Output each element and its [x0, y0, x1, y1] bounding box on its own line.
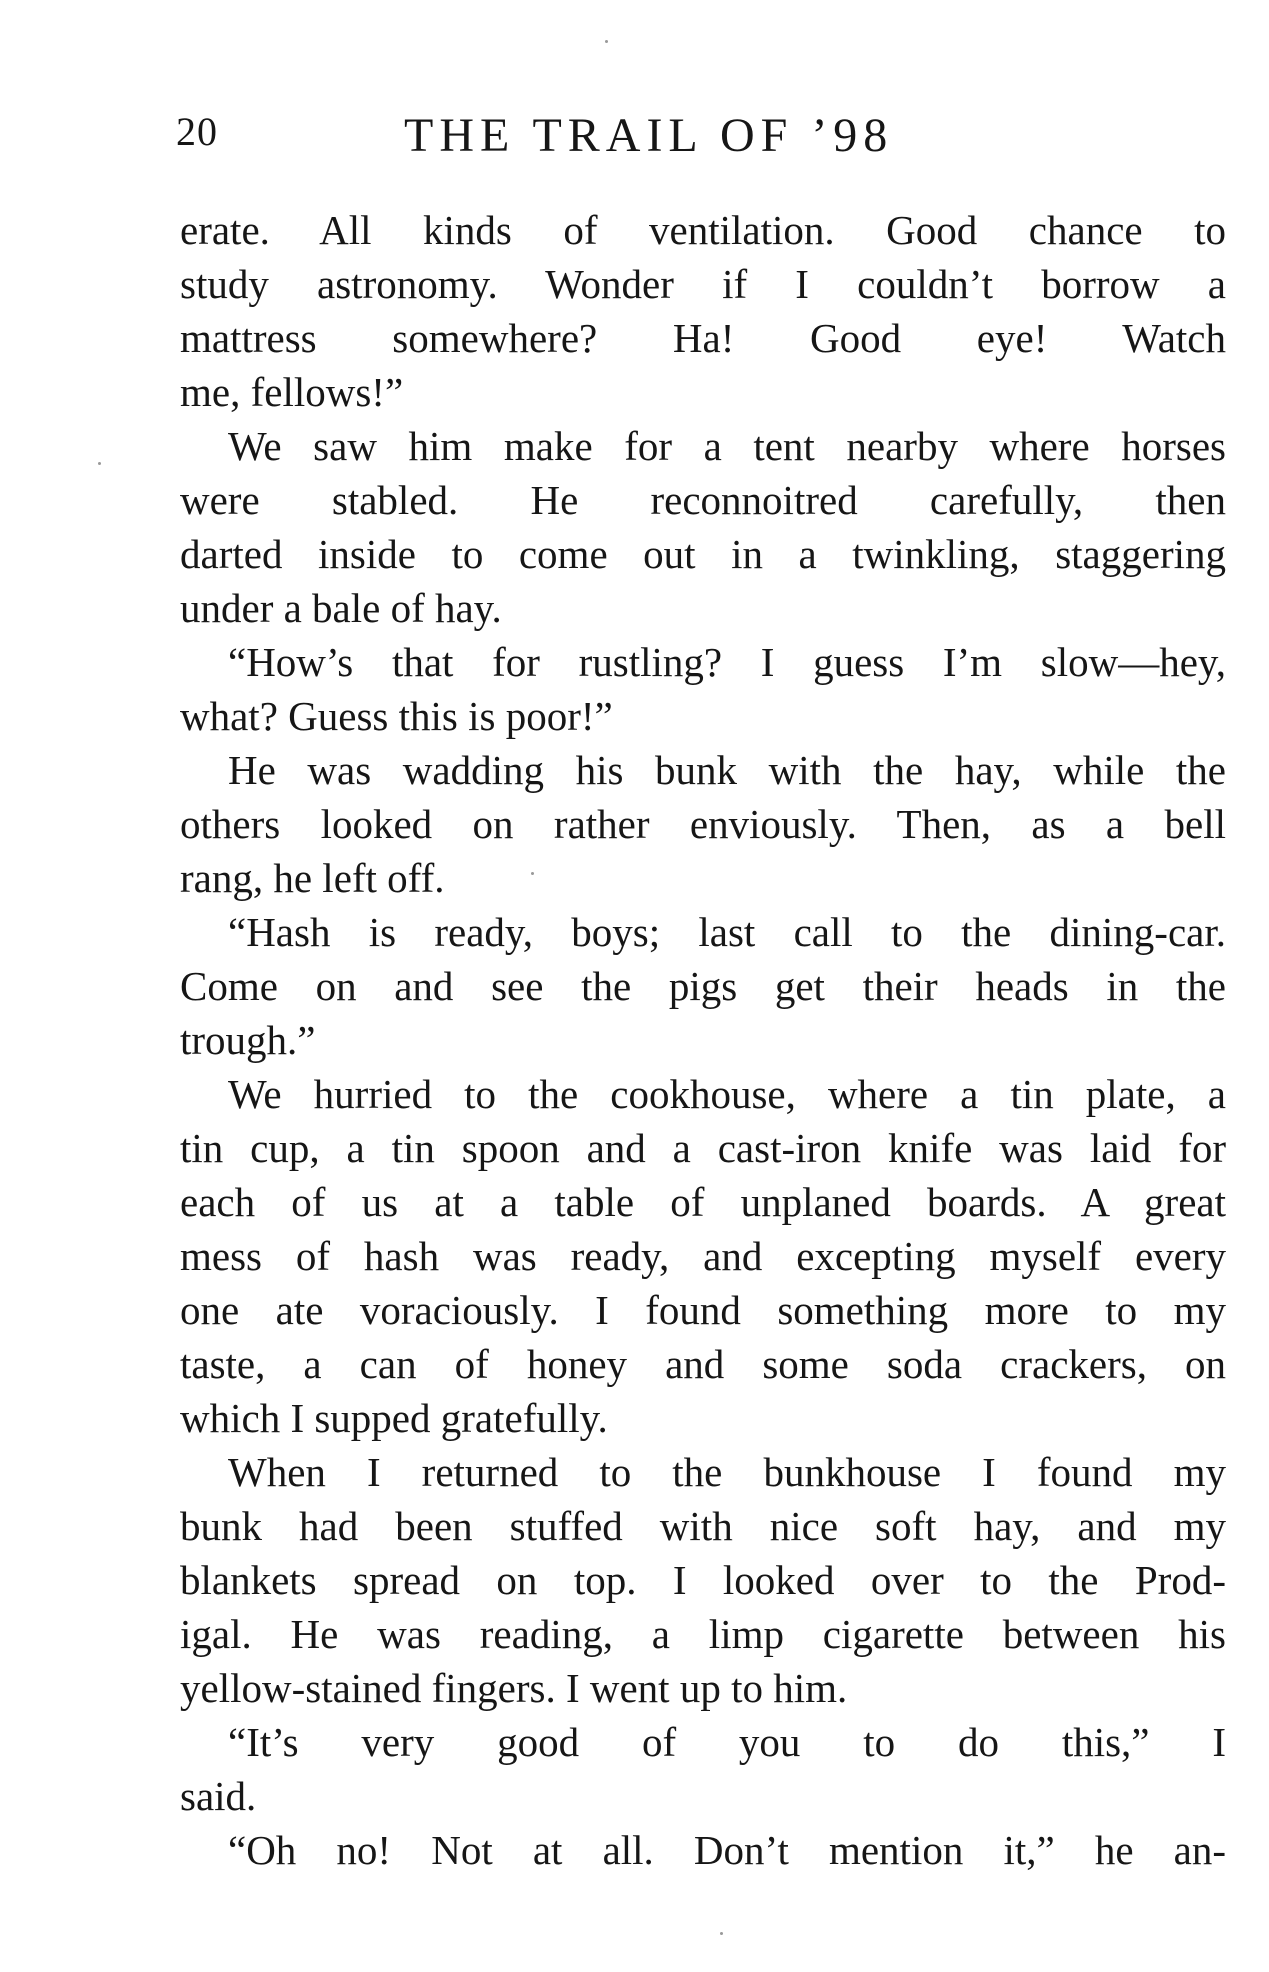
- text-line: others looked on rather enviously. Then, as a bell: [180, 801, 1226, 847]
- text-line: study astronomy. Wonder if I couldn’t borrow a: [180, 261, 1226, 307]
- text-line: We hurried to the cookhouse, where a tin plate, a: [228, 1071, 1226, 1117]
- text-line: were stabled. He reconnoitred carefully, then: [180, 477, 1226, 523]
- paper-speck: [531, 872, 534, 875]
- text-line: “Oh no! Not at all. Don’t mention it,” he an-: [228, 1827, 1226, 1873]
- text-line: “How’s that for rustling? I guess I’m slow—hey,: [228, 639, 1226, 685]
- text-line: “It’s very good of you to do this,” I: [228, 1719, 1226, 1765]
- text-line: one ate voraciously. I found something more to my: [180, 1287, 1226, 1333]
- text-line: mess of hash was ready, and excepting myself every: [180, 1233, 1226, 1279]
- body-text: [180, 203, 1226, 1877]
- text-line: yellow-stained fingers. I went up to him.: [180, 1665, 848, 1711]
- running-head: THE TRAIL OF ’98: [404, 109, 894, 162]
- text-line: We saw him make for a tent nearby where horses: [228, 423, 1226, 469]
- text-line: taste, a can of honey and some soda crackers, on: [180, 1341, 1226, 1387]
- text-line: said.: [180, 1773, 257, 1819]
- paper-speck: [98, 462, 101, 465]
- text-line: bunk had been stuffed with nice soft hay, and my: [180, 1503, 1226, 1549]
- text-line: each of us at a table of unplaned boards. A great: [180, 1179, 1226, 1225]
- page-header: [176, 108, 1226, 178]
- text-line: erate. All kinds of ventilation. Good chance to: [180, 207, 1226, 253]
- text-line: under a bale of hay.: [180, 585, 502, 631]
- text-line: mattress somewhere? Ha! Good eye! Watch: [180, 315, 1226, 361]
- text-line: igal. He was reading, a limp cigarette between his: [180, 1611, 1226, 1657]
- text-line: tin cup, a tin spoon and a cast-iron knife was laid for: [180, 1125, 1226, 1171]
- text-line: trough.”: [180, 1017, 316, 1063]
- text-line: me, fellows!”: [180, 369, 404, 415]
- text-line: darted inside to come out in a twinkling, staggering: [180, 531, 1226, 577]
- text-line: which I supped gratefully.: [180, 1395, 608, 1441]
- page-number: 20: [176, 109, 218, 154]
- paper-speck: [605, 40, 608, 43]
- text-line: Come on and see the pigs get their heads in the: [180, 963, 1226, 1009]
- text-line: rang, he left off.: [180, 855, 445, 901]
- text-line: what? Guess this is poor!”: [180, 693, 613, 739]
- paper-speck: [720, 1932, 723, 1935]
- text-line: He was wadding his bunk with the hay, while the: [228, 747, 1226, 793]
- text-line: When I returned to the bunkhouse I found my: [228, 1449, 1226, 1495]
- text-line: “Hash is ready, boys; last call to the dining-car.: [228, 909, 1226, 955]
- text-line: blankets spread on top. I looked over to the Prod-: [180, 1557, 1226, 1603]
